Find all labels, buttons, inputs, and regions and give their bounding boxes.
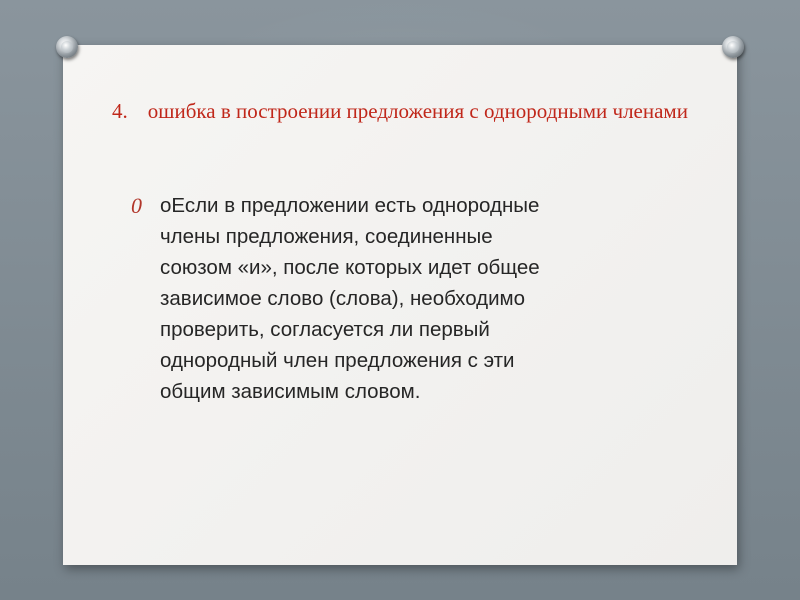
slide-title <box>100 96 700 126</box>
slide-body-text: оЕсли в предложении есть однородные члены предложения, соединенные союзом «и», после которых идет общее зависимое слово (слова), необходимо проверить, согласуется ли первый однородный член предложения с эти общим зависимым словом. <box>160 194 540 403</box>
bullet-marker: 0 <box>131 193 142 218</box>
title-number: 4. <box>112 99 128 123</box>
pushpin-icon <box>56 36 78 58</box>
title-text: ошибка в построении предложения с однородными членами <box>147 99 688 123</box>
pushpin-icon <box>722 36 744 58</box>
